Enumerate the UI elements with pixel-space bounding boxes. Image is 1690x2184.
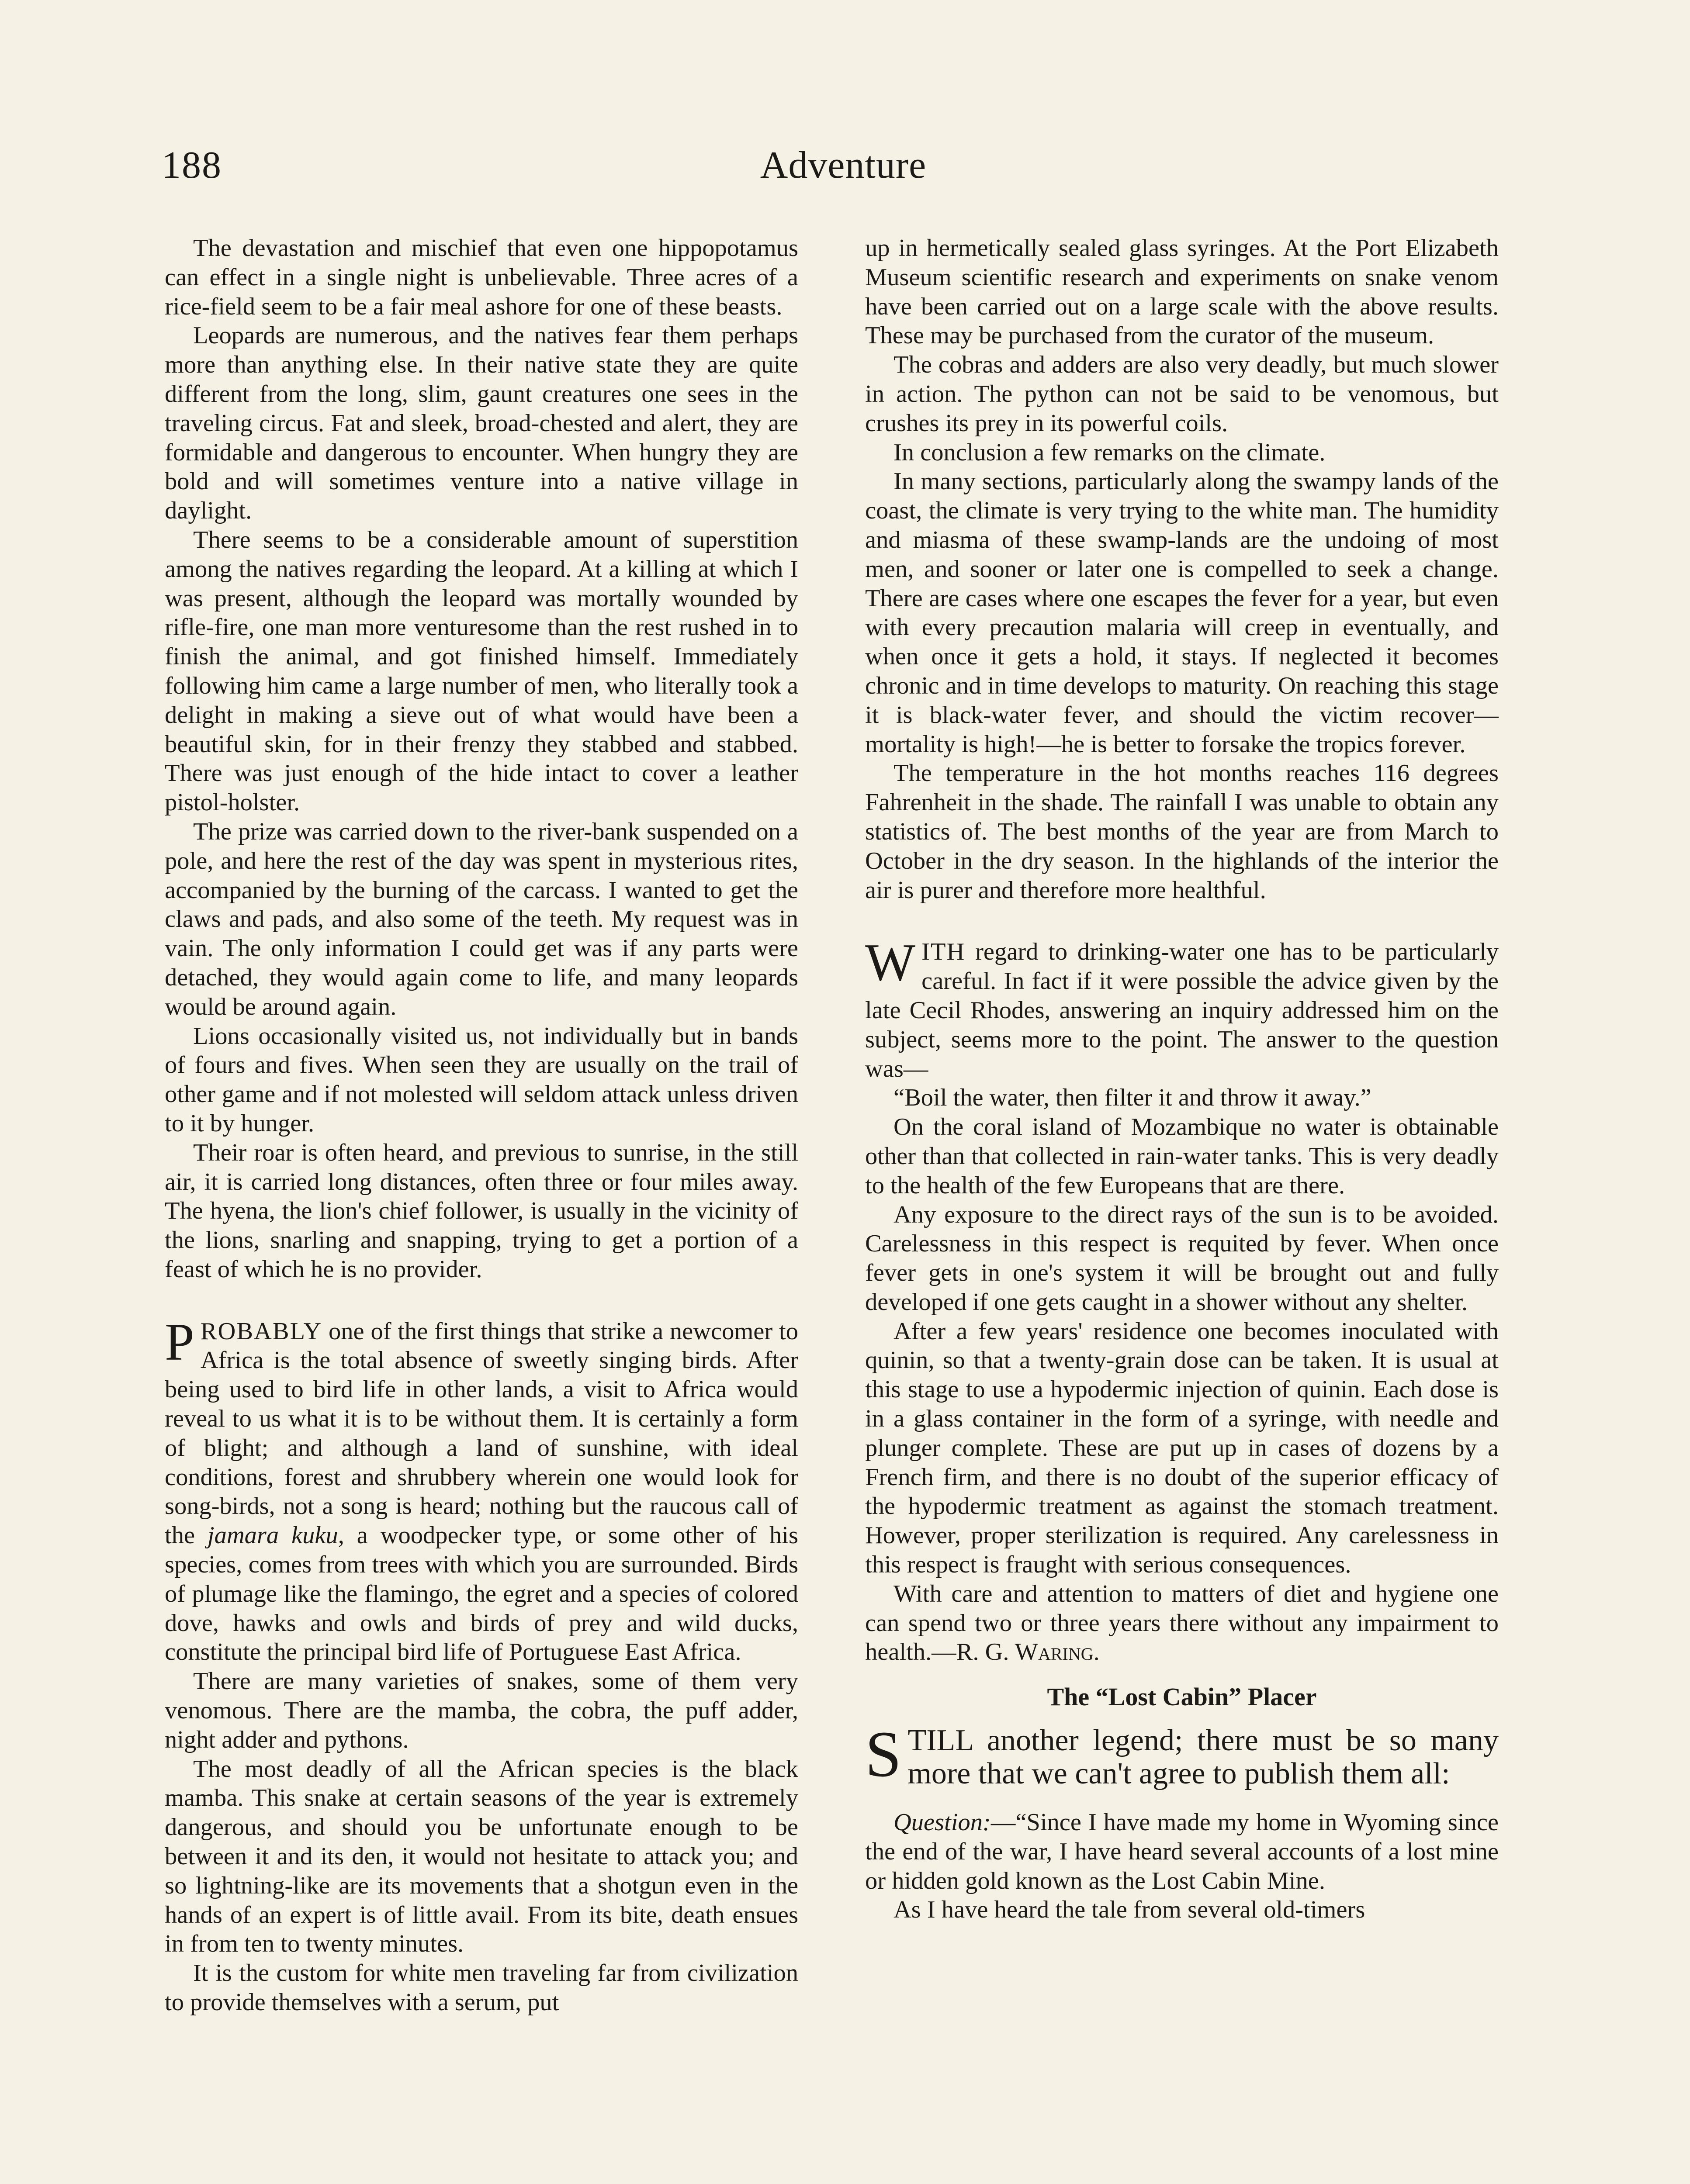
intro-text: TILL another legend; there must be so many more that we can't agree to publish them all: <box>907 1724 1499 1791</box>
drop-cap: S <box>865 1718 902 1791</box>
paragraph-text: regard to drinking-water one has to be particularly careful. In fact if it were possible the advice given by the late Cecil Rhodes, answering an inquiry addressed him on the subject, seems more to the point. The answer to the question was— <box>865 938 1499 1082</box>
running-title: Adventure <box>760 144 927 187</box>
drop-cap: W <box>865 933 916 992</box>
paragraph: After a few years' residence one becomes inoculated with quinin, so that a twenty-grain dose can be taken. It is usual at this stage to use a hypodermic injection of quinin. Each dose is in a glass container in the form of a syringe, with needle and plunger complete. These are put up in cases of dozens by a French firm, and there is no doubt of the superior efficacy of the hypodermic treatment as against the stomach treatment. However, proper sterilization is required. Any carelessness in this respect is fraught with serious consequences. <box>865 1317 1499 1579</box>
paragraph: As I have heard the tale from several old-timers <box>893 1896 1365 1924</box>
paragraph: There are many varieties of snakes, some of them very venomous. There are the mamba, the cobra, the puff adder, night adder and pythons. <box>165 1668 798 1753</box>
paragraph: The most deadly of all the African species is the black mamba. This snake at certain seasons of the year is extremely dangerous, and should you be unfortunate enough to be between it and its den, it would not hesitate to attack you; and so lightning-like are its movements that a shotgun even in the hands of an expert is of little avail. From its bite, death ensues in from ten to twenty minutes. <box>165 1755 798 1958</box>
paragraph: It is the custom for white men traveling far from civilization to provide themselves with a serum, put <box>165 1959 798 2016</box>
italic-term: jamara kuku <box>207 1522 338 1549</box>
paragraph: Leopards are numerous, and the natives fear them perhaps more than anything else. In their native state they are quite different from the long, slim, gaunt creatures one sees in the traveling circus. Fat and sleek, broad-chested and alert, they are formidable and dangerous to encounter. When hungry they are bold and will sometimes venture into a native village in daylight. <box>165 322 798 525</box>
question-text: —“Since I have made my home in Wyoming since the end of the war, I have heard several accounts of a lost mine or hidden gold known as the Lost Cabin Mine. <box>865 1809 1499 1894</box>
paragraph: The prize was carried down to the river-bank suspended on a pole, and here the rest of the day was spent in mysterious rites, accompanied by the burning of the carcass. I wanted to get the claws and pads, and also some of the teeth. My request was in vain. The only information I could get was if any parts were detached, they would again come to life, and many leopards would be around again. <box>165 818 798 1020</box>
page-number: 188 <box>162 144 222 187</box>
lead-word: ITH <box>921 938 966 966</box>
closing-paragraph <box>865 1579 1499 1667</box>
paragraph: “Boil the water, then filter it and throw it away.” <box>893 1084 1371 1112</box>
paragraph-text: With care and attention to matters of diet and hygiene one can spend two or three years there without any impairment to health.— <box>865 1580 1499 1666</box>
section-break <box>865 905 1499 937</box>
paragraph: The cobras and adders are also very deadly, but much slower in action. The python can not be said to be venomous, but crushes its prey in its powerful coils. <box>865 351 1499 437</box>
paragraph: Lions occasionally visited us, not individually but in bands of fours and fives. When seen they are usually on the trail of other game and if not molested will seldom attack unless driven to it by hunger. <box>165 1022 798 1137</box>
page-header <box>162 139 1525 196</box>
question-label: Question: <box>893 1809 991 1836</box>
birds-paragraph <box>165 1312 798 1667</box>
question-paragraph <box>865 1808 1499 1895</box>
water-paragraph <box>865 933 1499 1083</box>
lead-word: ROBABLY <box>200 1317 322 1345</box>
left-column <box>165 234 798 2184</box>
drop-cap: P <box>165 1312 194 1372</box>
paragraph-text: , a woodpecker type, or some other of his species, comes from trees with which you are surrounded. Birds of plumage like the flamingo, the egret and a species of colored dove, hawks and owls and birds of prey and wild ducks, constitute the principal bird life of Portuguese East Africa. <box>165 1522 798 1666</box>
paragraph-text: one of the first things that strike a newcomer to Africa is the total absence of sweetly singing birds. After being used to bird life in other lands, a visit to Africa would reveal to us what it is to be without them. It is certainly a form of blight; and although a land of sunshine, with ideal conditions, forest and shrubbery wherein one would look for song-birds, not a song is heard; nothing but the raucous call of the <box>165 1317 798 1549</box>
right-column <box>865 234 1499 2184</box>
paragraph: On the coral island of Mozambique no water is obtainable other than that collected in rain-water tanks. This is very deadly to the health of the few Europeans that are there. <box>865 1113 1499 1199</box>
section-break <box>165 1284 798 1317</box>
paragraph: In many sections, particularly along the swampy lands of the coast, the climate is very trying to the white man. The humidity and miasma of these swamp-lands are the undoing of most men, and sooner or later one is compelled to seek a change. There are cases where one escapes the fever for a year, but even with every precaution malaria will creep in eventually, and when once it gets a hold, it stays. If neglected it becomes chronic and in time develops to maturity. On reaching this stage it is black-water fever, and should the victim recover—mortality is high!—he is better to forsake the tropics forever. <box>865 468 1499 758</box>
paragraph: Any exposure to the direct rays of the sun is to be avoided. Carelessness in this respect is requited by fever. When once fever gets in one's system it will be brought out and fully developed if one gets caught in a shower without any shelter. <box>865 1201 1499 1316</box>
paragraph: In conclusion a few remarks on the climate. <box>893 439 1326 466</box>
paragraph: up in hermetically sealed glass syringes. At the Port Elizabeth Museum scientific research and experiments on snake venom have been carried out on a large scale with the above results. These may be purchased from the curator of the museum. <box>865 235 1499 349</box>
intro-paragraph <box>865 1718 1499 1791</box>
paragraph: The devastation and mischief that even one hippopotamus can effect in a single night is unbelievable. Three acres of a rice-field seem to be a fair meal ashore for one of these beasts. <box>165 235 798 320</box>
paragraph: The temperature in the hot months reaches 116 degrees Fahrenheit in the shade. The rainfall I was unable to obtain any statistics of. The best months of the year are from March to October in the dry season. In the highlands of the interior the air is purer and therefore more healthful. <box>865 760 1499 904</box>
paragraph: There seems to be a considerable amount of superstition among the natives regarding the leopard. At a killing at which I was present, although the leopard was mortally wounded by rifle-fire, one man more venturesome than the rest rushed in to finish the animal, and got finished himself. Immediately following him came a large number of men, who literally took a delight in making a sieve out of what would have been a beautiful skin, for in their frenzy they stabbed and stabbed. There was just enough of the hide intact to cover a leather pistol-holster. <box>165 526 798 816</box>
section-heading: The “Lost Cabin” Placer <box>1047 1683 1317 1711</box>
paragraph: Their roar is often heard, and previous to sunrise, in the still air, it is carried long distances, often three or four miles away. The hyena, the lion's chief follower, is usually in the vicinity of the lions, snarling and snapping, trying to get a portion of a feast of which he is no provider. <box>165 1139 798 1283</box>
author-signature: R. G. Waring. <box>956 1638 1100 1666</box>
